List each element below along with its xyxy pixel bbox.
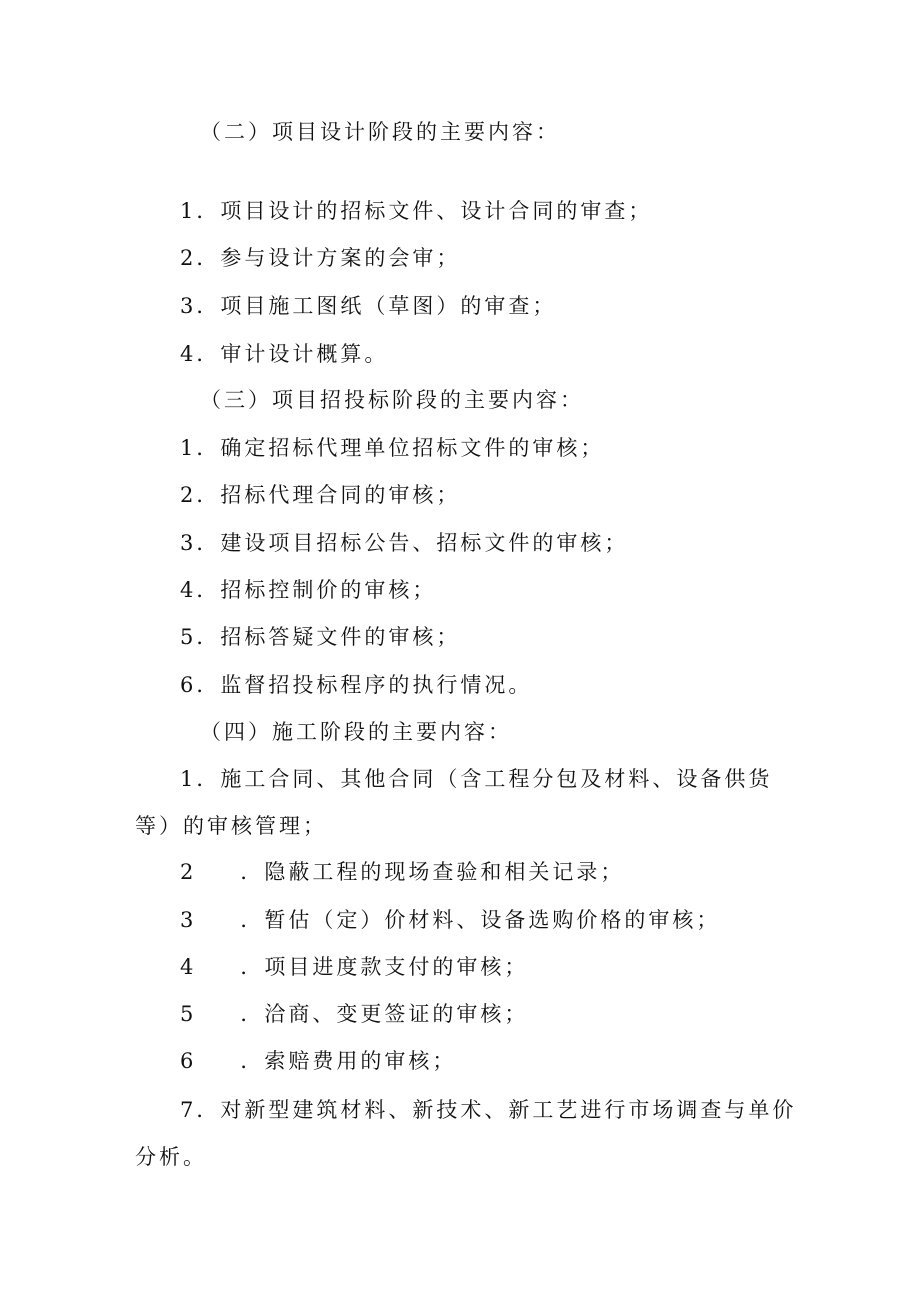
item-text: ．索赔费用的审核； (240, 1049, 457, 1073)
bidding-item-6: 6．监督招投标程序的执行情况。 (180, 673, 533, 697)
construction-item-6 (180, 1047, 456, 1075)
design-item-3: 3．项目施工图纸（草图）的审查； (180, 294, 557, 318)
design-stage-heading: （二）项目设计阶段的主要内容： (200, 120, 560, 144)
design-item-2: 2．参与设计方案的会审； (180, 246, 461, 270)
item-number: 3 (180, 908, 197, 932)
bidding-item-5: 5．招标答疑文件的审核； (180, 625, 461, 649)
item-text: ．暂估（定）价材料、设备选购价格的审核； (240, 908, 721, 932)
bidding-item-4: 4．招标控制价的审核； (180, 578, 437, 602)
item-text: ．项目进度款支付的审核； (240, 955, 529, 979)
construction-item-1-line-1: 1．施工合同、其他合同（含工程分包及材料、设备供货 (180, 767, 773, 791)
design-item-4: 4．审计设计概算。 (180, 342, 389, 366)
item-number: 6 (180, 1049, 197, 1073)
construction-item-1-line-2: 等）的审核管理； (135, 814, 327, 838)
item-number: 2 (180, 860, 197, 884)
item-number: 4 (180, 955, 197, 979)
bidding-item-1: 1．确定招标代理单位招标文件的审核； (180, 436, 605, 460)
bidding-item-3: 3．建设项目招标公告、招标文件的审核； (180, 531, 629, 555)
construction-item-7-line-2: 分析。 (135, 1145, 207, 1169)
bidding-stage-heading: （三）项目招投标阶段的主要内容： (200, 388, 584, 412)
construction-item-4 (180, 953, 528, 981)
construction-item-7-line-1: 7．对新型建筑材料、新技术、新工艺进行市场调查与单价 (180, 1098, 797, 1122)
construction-stage-heading: （四）施工阶段的主要内容： (200, 720, 512, 744)
item-text: ．洽商、变更签证的审核； (240, 1002, 529, 1026)
construction-item-5 (180, 1000, 528, 1028)
design-item-1: 1．项目设计的招标文件、设计合同的审查； (180, 199, 653, 223)
construction-item-2 (180, 858, 624, 886)
construction-item-3 (180, 906, 720, 934)
item-number: 5 (180, 1002, 197, 1026)
bidding-item-2: 2．招标代理合同的审核； (180, 483, 461, 507)
item-text: ．隐蔽工程的现场查验和相关记录； (240, 860, 625, 884)
